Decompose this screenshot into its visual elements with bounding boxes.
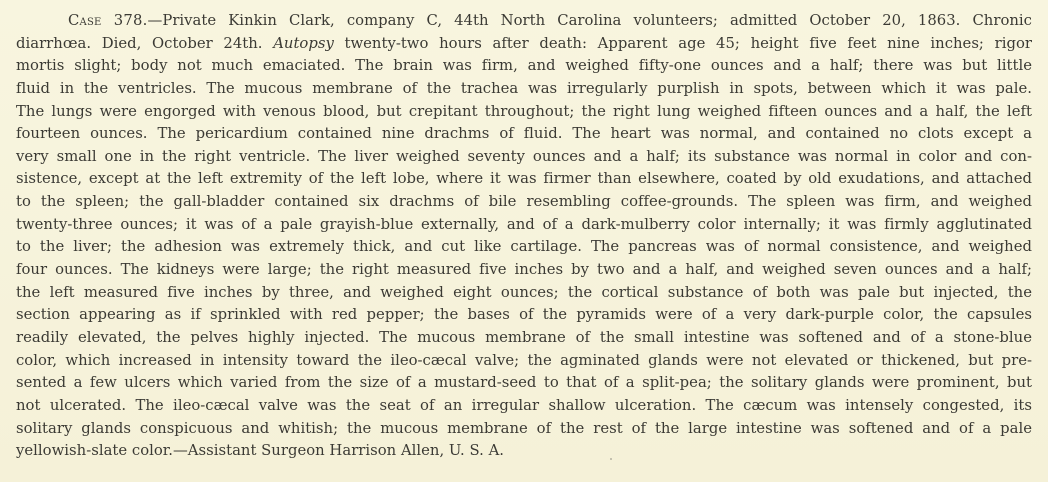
text-line-8: sistence, except at the left extremity of the left lobe, where it was firmer than elsewhere, coated by old exudations, and attached <box>16 170 1032 188</box>
text-line-18: not ulcerated. The ileo-cæcal valve was the seat of an irregular shallow ulceration. The cæcum was intensely congested, its <box>16 396 1032 414</box>
text-line-4: fluid in the ventricles. The mucous membrane of the trachea was irregularly purplish in spots, between which it was pale. <box>16 79 1032 97</box>
text-line-2 <box>16 33 1032 56</box>
text-line-1 <box>16 10 1032 33</box>
text-line-11: to the liver; the adhesion was extremely thick, and cut like cartilage. The pancreas was of normal consistence, and weighed <box>16 238 1032 256</box>
text-line-3: mortis slight; body not much emaciated. The brain was firm, and weighed fifty-one ounces and a half; there was but little <box>16 57 1032 75</box>
death-date-text: diarrhœa. Died, October 24th. <box>16 34 263 52</box>
text-line-9: to the spleen; the gall-bladder contained six drachms of bile resembling coffee-grounds. The spleen was firm, and weighed <box>16 193 1032 211</box>
text-line-10: twenty-three ounces; it was of a pale grayish-blue externally, and of a dark-mulberry color internally; it was firmly agglutinated <box>16 215 1032 233</box>
paper-speck <box>610 458 612 460</box>
text-line-14: section appearing as if sprinkled with red pepper; the bases of the pyramids were of a very dark-purple color, the capsules <box>16 306 1032 324</box>
text-line-13: the left measured five inches by three, and weighed eight ounces; the cortical substance of both was pale but injected, the <box>16 283 1032 301</box>
text-line-17: sented a few ulcers which varied from the size of a mustard-seed to that of a split-pea; the solitary glands were prominent, but <box>16 374 1032 392</box>
text-line-20-signature: yellowish-slate color.—Assistant Surgeon Harrison Allen, U. S. A. <box>16 442 505 460</box>
case-intro-text: —Private Kinkin Clark, company C, 44th North Carolina volunteers; admitted October 20, 1863. Chronic <box>147 12 1032 29</box>
text-line-7: very small one in the right ventricle. The liver weighed seventy ounces and a half; its substance was normal in color and con- <box>16 147 1032 165</box>
autopsy-word: Autopsy <box>273 34 334 52</box>
case-label: Case 378. <box>68 12 148 29</box>
text-line-19: solitary glands conspicuous and whitish; the mucous membrane of the rest of the large intestine was softened and of a pale <box>16 419 1032 437</box>
text-line-6: fourteen ounces. The pericardium contained nine drachms of fluid. The heart was normal, and contained no clots except a <box>16 125 1032 143</box>
text-line-5: The lungs were engorged with venous blood, but crepitant throughout; the right lung weighed fifteen ounces and a half, the left <box>16 102 1032 120</box>
text-line-12: four ounces. The kidneys were large; the right measured five inches by two and a half, and weighed seven ounces and a half; <box>16 261 1032 279</box>
autopsy-details-text: twenty-two hours after death: Apparent age 45; height five feet nine inches; rigor <box>344 34 1032 52</box>
text-line-16: color, which increased in intensity toward the ileo-cæcal valve; the agminated glands were not elevated or thickened, but pre- <box>16 351 1032 369</box>
text-line-15: readily elevated, the pelves highly injected. The mucous membrane of the small intestine was softened and of a stone-blue <box>16 328 1032 346</box>
case-report-paragraph <box>16 10 1032 463</box>
